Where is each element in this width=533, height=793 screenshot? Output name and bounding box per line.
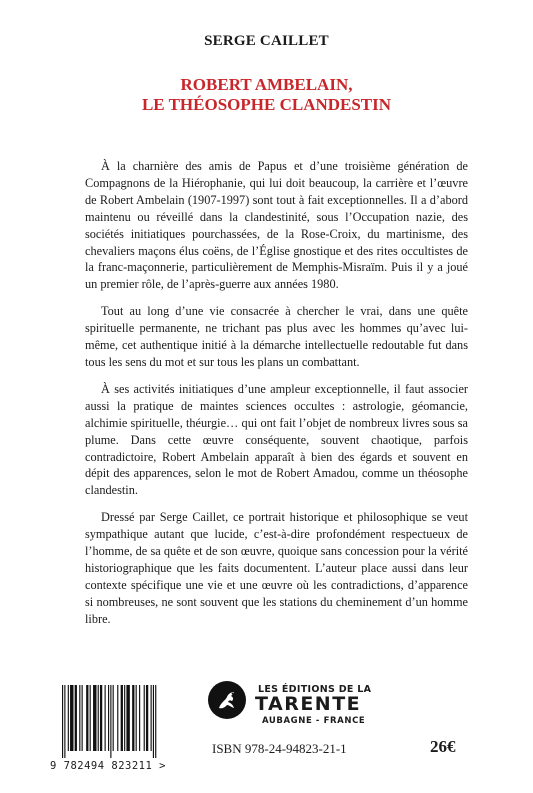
blurb-paragraph: À ses activités initiatiques d’une ampleur exceptionnelle, il faut associer aussi la pratique de maintes sciences occultes : astrologie, géomancie, alchimie spirituelle, théurgie… qui ont fait l’objet de nombreux livres sous sa plume. Dans cette œuvre conséquente, souvent chaotique, parfois contradictoire, Robert Ambelain apparaît à bien des égards et souvent en dépit des apparences, selon le mot de Robert Amadou, comme un théosophe clandestin. [85, 381, 468, 498]
author-name: SERGE CAILLET [204, 33, 329, 49]
title-line-2: LE THÉOSOPHE CLANDESTIN [141, 95, 392, 114]
publisher-name: TARENTE [255, 693, 362, 715]
blurb [85, 158, 468, 638]
title-line-1: ROBERT AMBELAIN, [180, 75, 353, 94]
lizard-icon [207, 680, 247, 720]
barcode-number: 9 782494 823211 > [50, 760, 166, 772]
book-title [0, 75, 533, 115]
isbn: ISBN 978-24-94823-21-1 [212, 741, 347, 756]
price: 26€ [430, 737, 456, 756]
blurb-paragraph: Tout au long d’une vie consacrée à chercher le vrai, dans une quête spirituelle permanente, ne trichant pas plus avec les hommes qu’avec lui-même, cet authentique initié à la démarche intellectuelle redoutable fut dans tous les sens du mot et sur tous les plans un combattant. [85, 304, 468, 369]
barcode [60, 685, 188, 758]
publisher-line-1: LES ÉDITIONS DE LA [258, 684, 372, 695]
blurb-paragraph: À la charnière des amis de Papus et d’une troisième génération de Compagnons de la Hiérophanie, qui lui doit beaucoup, la carrière et l’œuvre de Robert Ambelain (1907-1997) sont tout à fait exceptionnelles. Il a d’abord maintenu ou réveillé dans la clandestinité, sous l’Occupation nazie, des sociétés initiatiques pourchassées, de la Rose-Croix, du martinisme, des chevaliers maçons élus coëns, de l’Église gnostique et des rites occultistes de la franc-maçonnerie, particulièrement de Memphis-Misraïm. Puis il y a joué un premier rôle, de l’après-guerre aux années 1980. [85, 159, 468, 292]
publisher-location: AUBAGNE - FRANCE [262, 716, 366, 726]
blurb-paragraph: Dressé par Serge Caillet, ce portrait historique et philosophique se veut sympathique autant que lucide, c’est-à-dire profondément respectueux de l’homme, de sa quête et de son œuvre, quoique sans concession pour la vérité historiographique que les faits documentent. L’auteur place aussi dans leur contexte spécifique une vie et une œuvre où les contradictions, d’apparence si nombreuses, ne sont souvent que les stations du cheminement d’un homme libre. [85, 510, 468, 626]
